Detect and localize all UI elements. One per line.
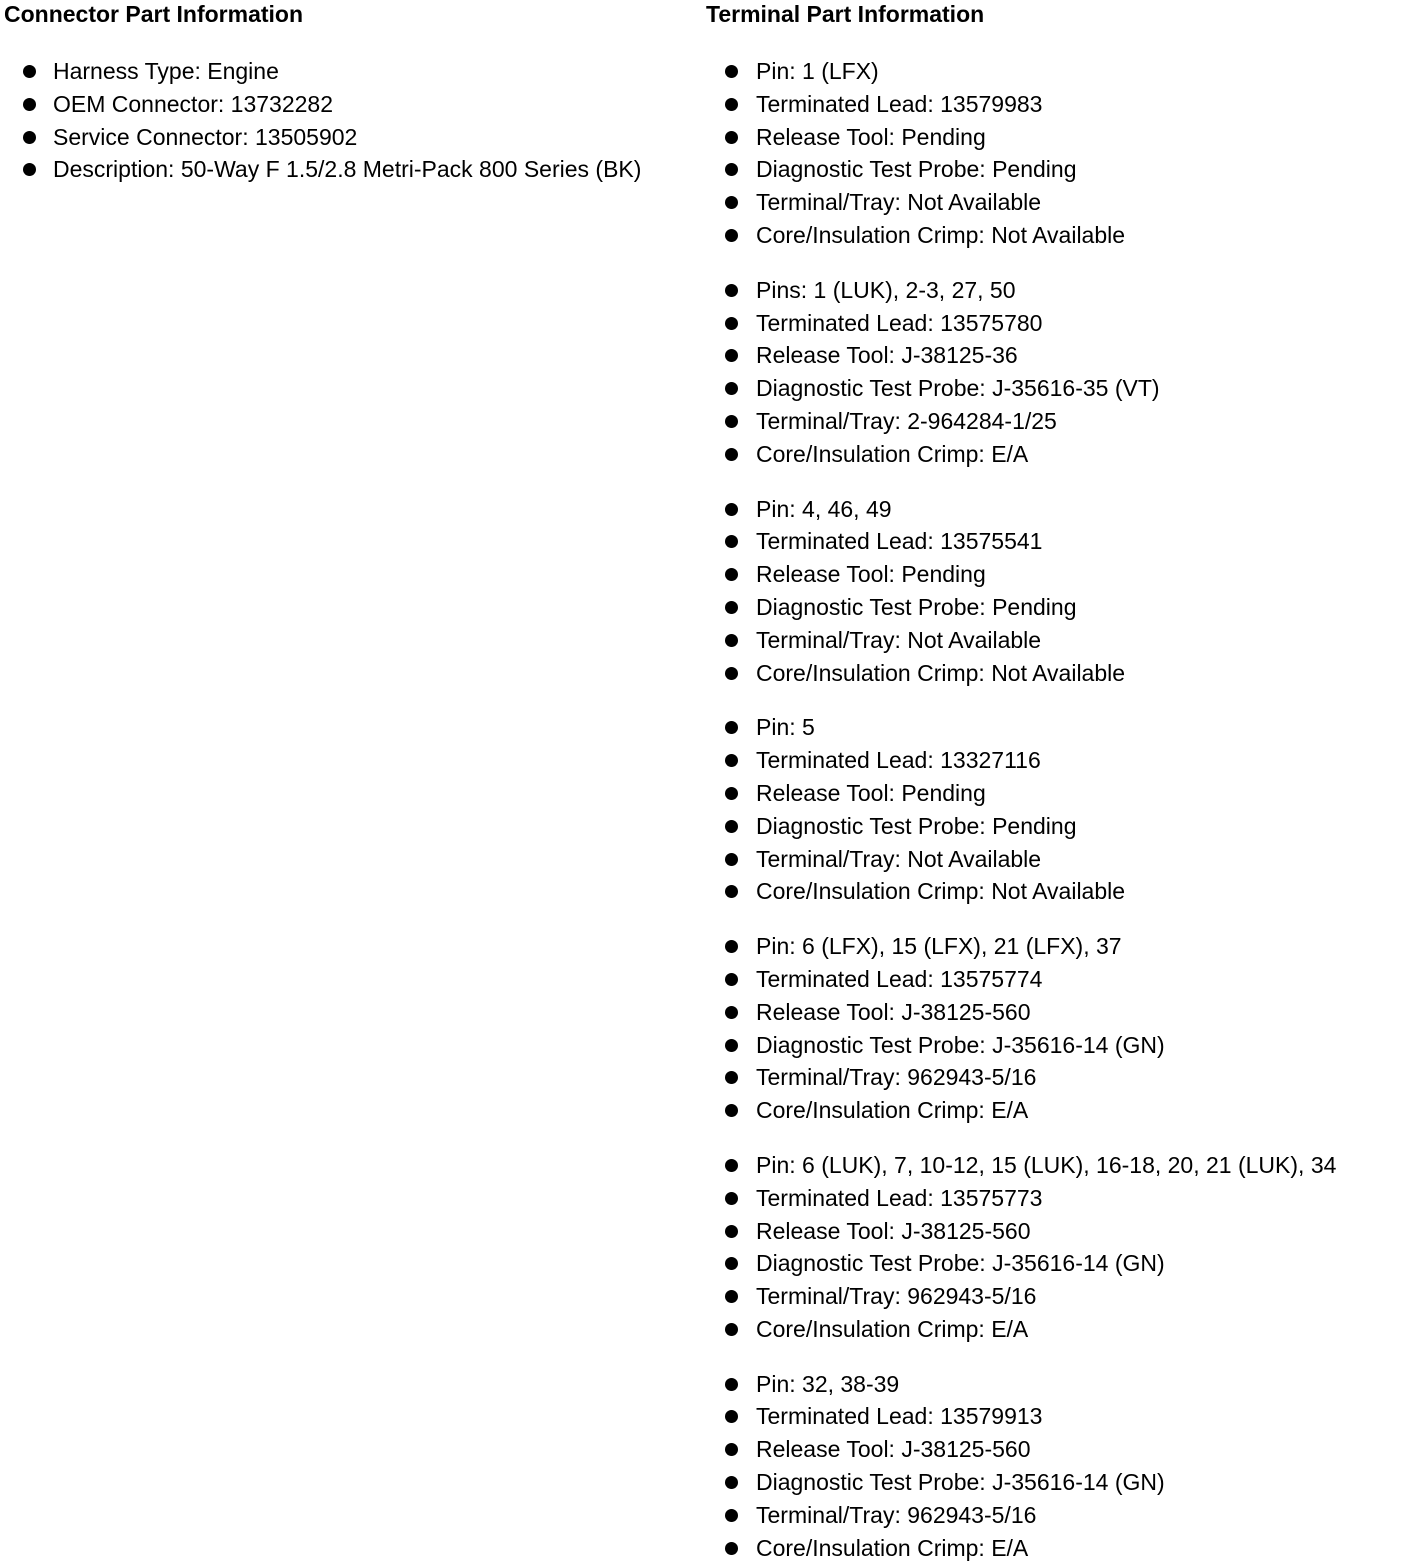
list-item xyxy=(706,493,1406,526)
bullet-icon xyxy=(725,1323,738,1336)
bullet-icon xyxy=(725,1104,738,1117)
item-text: Core/Insulation Crimp: E/A xyxy=(756,1315,1029,1342)
item-text: OEM Connector: 13732282 xyxy=(53,90,334,117)
item-text: Pin: 6 (LUK), 7, 10-12, 15 (LUK), 16-18, 20, 21 (LUK), 34 xyxy=(756,1151,1337,1178)
list-item xyxy=(706,744,1406,777)
item-text: Pin: 32, 38-39 xyxy=(756,1370,900,1397)
list-item xyxy=(4,55,694,88)
connector-list xyxy=(4,55,694,186)
bullet-icon xyxy=(725,1410,738,1423)
item-text: Diagnostic Test Probe: Pending xyxy=(756,812,1077,839)
terminal-group xyxy=(706,1368,1406,1565)
list-item xyxy=(706,1247,1406,1280)
bullet-icon xyxy=(725,382,738,395)
list-item xyxy=(706,777,1406,810)
connector-part-information-section xyxy=(4,0,694,186)
list-item xyxy=(706,996,1406,1029)
list-item xyxy=(706,1182,1406,1215)
item-text: Terminated Lead: 13579983 xyxy=(756,90,1043,117)
terminal-group xyxy=(706,55,1406,252)
bullet-icon xyxy=(725,820,738,833)
terminal-group xyxy=(706,930,1406,1127)
bullet-icon xyxy=(725,853,738,866)
bullet-icon xyxy=(725,1159,738,1172)
item-text: Diagnostic Test Probe: J-35616-14 (GN) xyxy=(756,1031,1165,1058)
bullet-icon xyxy=(725,601,738,614)
item-text: Core/Insulation Crimp: Not Available xyxy=(756,659,1126,686)
bullet-icon xyxy=(725,535,738,548)
list-item xyxy=(706,339,1406,372)
item-text: Diagnostic Test Probe: Pending xyxy=(756,593,1077,620)
bullet-icon xyxy=(725,885,738,898)
item-text: Terminal/Tray: Not Available xyxy=(756,626,1042,653)
list-item xyxy=(706,1215,1406,1248)
item-text: Core/Insulation Crimp: Not Available xyxy=(756,878,1126,905)
item-text: Release Tool: J-38125-560 xyxy=(756,998,1031,1025)
bullet-icon xyxy=(725,1378,738,1391)
bullet-icon xyxy=(725,131,738,144)
item-text: Core/Insulation Crimp: Not Available xyxy=(756,221,1126,248)
bullet-icon xyxy=(725,415,738,428)
item-text: Release Tool: Pending xyxy=(756,561,986,588)
list-item xyxy=(706,1280,1406,1313)
bullet-icon xyxy=(725,634,738,647)
item-text: Terminal/Tray: Not Available xyxy=(756,845,1042,872)
list-item xyxy=(706,1029,1406,1062)
list-item xyxy=(706,1149,1406,1182)
terminal-group xyxy=(706,274,1406,471)
list-item xyxy=(4,121,694,154)
bullet-icon xyxy=(725,1476,738,1489)
list-item xyxy=(706,1094,1406,1127)
bullet-icon xyxy=(725,973,738,986)
terminal-group xyxy=(706,711,1406,908)
list-item xyxy=(706,1466,1406,1499)
list-item xyxy=(4,153,694,186)
terminal-groups xyxy=(706,55,1406,1564)
item-text: Pin: 4, 46, 49 xyxy=(756,495,892,522)
terminal-group xyxy=(706,1149,1406,1346)
bullet-icon xyxy=(725,1443,738,1456)
list-item xyxy=(4,88,694,121)
bullet-icon xyxy=(725,317,738,330)
item-text: Release Tool: Pending xyxy=(756,123,986,150)
bullet-icon xyxy=(725,721,738,734)
list-item xyxy=(706,1368,1406,1401)
list-item xyxy=(706,1532,1406,1565)
list-item xyxy=(706,624,1406,657)
list-item xyxy=(706,810,1406,843)
item-text: Terminal/Tray: 962943-5/16 xyxy=(756,1283,1037,1310)
list-item xyxy=(706,525,1406,558)
item-text: Terminated Lead: 13327116 xyxy=(756,747,1041,774)
list-item xyxy=(706,405,1406,438)
list-item xyxy=(706,558,1406,591)
list-item xyxy=(706,1061,1406,1094)
bullet-icon xyxy=(725,284,738,297)
bullet-icon xyxy=(725,667,738,680)
list-item xyxy=(706,657,1406,690)
bullet-icon xyxy=(725,568,738,581)
list-item xyxy=(706,930,1406,963)
bullet-icon xyxy=(725,1225,738,1238)
list-item xyxy=(706,372,1406,405)
bullet-icon xyxy=(23,65,36,78)
bullet-icon xyxy=(725,787,738,800)
item-text: Diagnostic Test Probe: J-35616-14 (GN) xyxy=(756,1469,1165,1496)
list-item xyxy=(706,591,1406,624)
item-text: Diagnostic Test Probe: J-35616-35 (VT) xyxy=(756,375,1160,402)
item-text: Description: 50-Way F 1.5/2.8 Metri-Pack 800 Series (BK) xyxy=(53,156,642,183)
list-item xyxy=(706,1313,1406,1346)
bullet-icon xyxy=(725,1509,738,1522)
bullet-icon xyxy=(23,131,36,144)
item-text: Terminal/Tray: 962943-5/16 xyxy=(756,1064,1037,1091)
item-text: Terminated Lead: 13575774 xyxy=(756,965,1043,992)
item-text: Terminal/Tray: 2-964284-1/25 xyxy=(756,407,1057,434)
item-text: Core/Insulation Crimp: E/A xyxy=(756,440,1029,467)
bullet-icon xyxy=(725,1071,738,1084)
bullet-icon xyxy=(725,1039,738,1052)
bullet-icon xyxy=(725,940,738,953)
list-item xyxy=(706,55,1406,88)
list-item xyxy=(706,121,1406,154)
item-text: Pin: 5 xyxy=(756,714,815,741)
item-text: Diagnostic Test Probe: J-35616-14 (GN) xyxy=(756,1250,1165,1277)
list-item xyxy=(706,1499,1406,1532)
list-item xyxy=(706,963,1406,996)
item-text: Service Connector: 13505902 xyxy=(53,123,358,150)
bullet-icon xyxy=(23,163,36,176)
bullet-icon xyxy=(725,1290,738,1303)
bullet-icon xyxy=(725,1542,738,1555)
item-text: Terminal/Tray: 962943-5/16 xyxy=(756,1501,1037,1528)
list-item xyxy=(706,875,1406,908)
item-text: Harness Type: Engine xyxy=(53,58,279,84)
bullet-icon xyxy=(725,229,738,242)
bullet-icon xyxy=(725,349,738,362)
list-item xyxy=(706,88,1406,121)
bullet-icon xyxy=(23,98,36,111)
terminal-heading: Terminal Part Information xyxy=(706,1,985,27)
item-text: Terminated Lead: 13575773 xyxy=(756,1184,1043,1211)
list-item xyxy=(706,186,1406,219)
item-text: Pin: 6 (LFX), 15 (LFX), 21 (LFX), 37 xyxy=(756,933,1122,960)
item-text: Core/Insulation Crimp: E/A xyxy=(756,1097,1029,1124)
terminal-group xyxy=(706,493,1406,690)
item-text: Diagnostic Test Probe: Pending xyxy=(756,156,1077,183)
bullet-icon xyxy=(725,98,738,111)
list-item xyxy=(706,1400,1406,1433)
item-text: Pins: 1 (LUK), 2-3, 27, 50 xyxy=(756,276,1016,303)
item-text: Terminated Lead: 13575541 xyxy=(756,528,1043,555)
connector-heading: Connector Part Information xyxy=(4,1,304,27)
terminal-part-information-section xyxy=(706,0,1406,1564)
list-item xyxy=(706,711,1406,744)
bullet-icon xyxy=(725,1006,738,1019)
bullet-icon xyxy=(725,65,738,78)
list-item xyxy=(706,307,1406,340)
item-text: Release Tool: J-38125-560 xyxy=(756,1436,1031,1463)
item-text: Terminated Lead: 13575780 xyxy=(756,309,1043,336)
list-item xyxy=(706,153,1406,186)
item-text: Terminal/Tray: Not Available xyxy=(756,189,1042,216)
list-item xyxy=(706,219,1406,252)
item-text: Release Tool: J-38125-36 xyxy=(756,342,1018,369)
item-text: Release Tool: Pending xyxy=(756,779,986,806)
list-item xyxy=(706,274,1406,307)
item-text: Pin: 1 (LFX) xyxy=(756,58,879,84)
bullet-icon xyxy=(725,196,738,209)
bullet-icon xyxy=(725,503,738,516)
item-text: Core/Insulation Crimp: E/A xyxy=(756,1534,1029,1561)
bullet-icon xyxy=(725,163,738,176)
item-text: Terminated Lead: 13579913 xyxy=(756,1403,1043,1430)
list-item xyxy=(706,438,1406,471)
bullet-icon xyxy=(725,1192,738,1205)
list-item xyxy=(706,843,1406,876)
item-text: Release Tool: J-38125-560 xyxy=(756,1217,1031,1244)
bullet-icon xyxy=(725,1257,738,1270)
bullet-icon xyxy=(725,448,738,461)
bullet-icon xyxy=(725,754,738,767)
list-item xyxy=(706,1433,1406,1466)
